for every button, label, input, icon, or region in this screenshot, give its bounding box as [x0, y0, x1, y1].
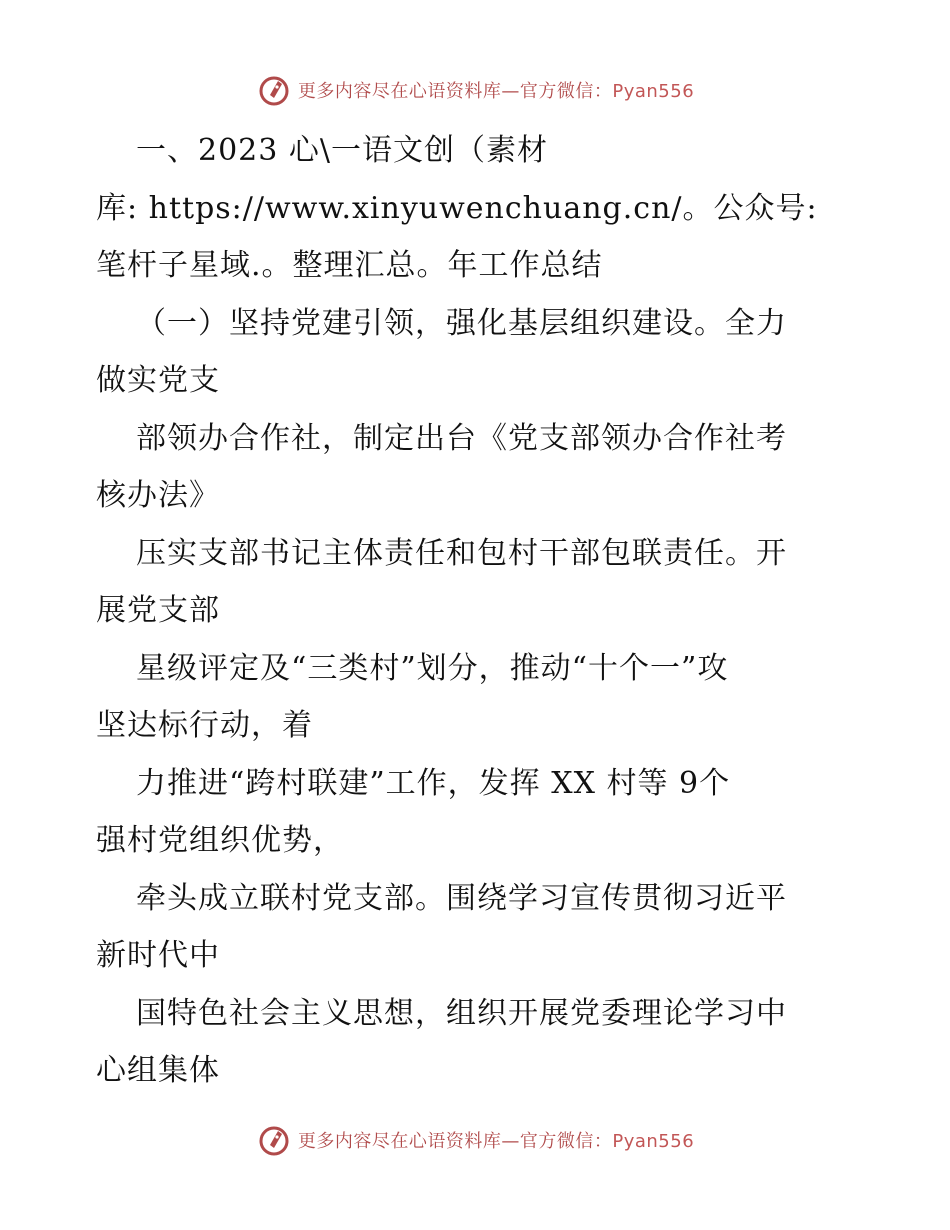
watermark-text: 更多内容尽在心语资料库—官方微信：Pyan556: [297, 81, 695, 102]
text-line: 压实支部书记主体责任和包村干部包联责任。开: [136, 535, 787, 571]
text-line: 做实党支: [96, 363, 220, 398]
text-line: 强村党组织优势，: [96, 823, 344, 858]
text-line: 国特色社会主义思想，组织开展党委理论学习中: [136, 995, 787, 1031]
text-line: 展党支部: [96, 593, 220, 628]
text-line: （一）坚持党建引领，强化基层组织建设。全力: [136, 305, 787, 341]
text-line: 笔杆子星域.。整理汇总。年工作总结: [96, 248, 603, 283]
document-body: [96, 122, 856, 1100]
pen-nib-circle-icon: [256, 72, 292, 108]
text-line: 部领办合作社，制定出台《党支部领办合作社考: [136, 420, 787, 456]
text-line: 心组集体: [96, 1053, 220, 1088]
text-line: 核办法》: [96, 478, 220, 513]
pen-nib-circle-icon: [256, 1122, 292, 1158]
text-line: 力推进“跨村联建”工作，发挥 XX 村等 9个: [136, 765, 731, 801]
text-line: 一、2023 心\一语文创（素材: [136, 133, 548, 168]
text-line: 牵头成立联村党支部。围绕学习宣传贯彻习近平: [136, 880, 787, 916]
text-line: 星级评定及“三类村”划分，推动“十个一”攻: [136, 650, 729, 686]
watermark-banner-top: [0, 70, 950, 110]
text-line: 新时代中: [96, 938, 220, 973]
text-line: 库: https://www.xinyuwenchuang.cn/。公众号:: [96, 190, 818, 226]
watermark-banner-bottom: [0, 1120, 950, 1160]
text-line: 坚达标行动，着: [96, 708, 313, 743]
watermark-text: 更多内容尽在心语资料库—官方微信：Pyan556: [297, 1131, 695, 1152]
